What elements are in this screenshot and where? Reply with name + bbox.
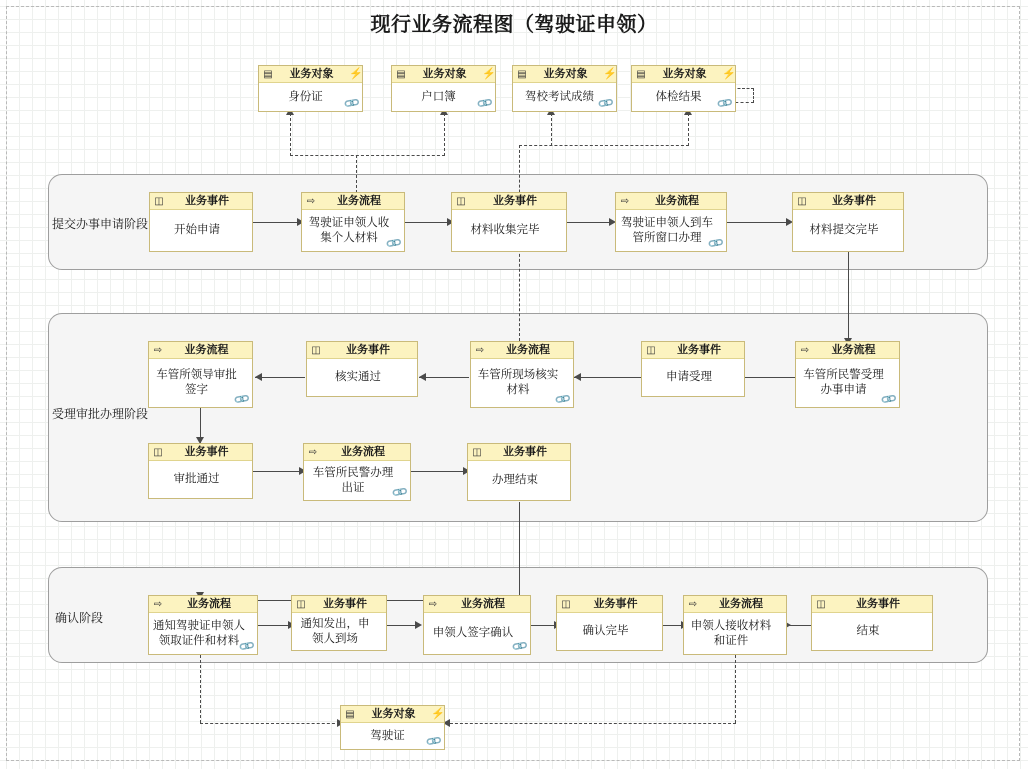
node-label: 车管所民警受理办事申请 [803,369,884,396]
node-header [302,193,404,210]
node-label: 申领人签字确认 [432,627,514,639]
link-icon: 🔗 [390,484,409,502]
dash-to-license [200,723,340,724]
edge-n14-n15 [258,625,291,626]
node-type-label: 业务事件 [677,343,721,356]
dash-n2-up [356,155,357,193]
event-icon: ◫ [311,344,321,356]
node-header [642,342,744,359]
node-type-label: 业务对象 [289,67,334,80]
event-node-materials-collected[interactable] [451,192,567,252]
object-node-driving-school-score[interactable] [512,65,617,112]
node-label: 车管所现场核实材料 [477,369,559,396]
event-node-verification-passed[interactable] [306,341,418,397]
event-icon: ◫ [456,195,466,207]
process-node-notify-applicant-pickup[interactable] [148,595,258,655]
object-node-household-register[interactable] [391,65,496,112]
edge-n1-n2 [252,222,300,223]
node-label: 核实通过 [335,371,381,383]
process-node-officer-accepts-application[interactable] [795,341,900,408]
process-icon: ⇨ [153,598,163,610]
bolt-icon: ⚡ [431,707,445,720]
event-node-end[interactable] [811,595,933,651]
node-type-label: 业务事件 [832,194,876,207]
event-node-start-application[interactable] [149,192,253,252]
node-label: 确认完毕 [582,625,629,637]
bolt-icon: ⚡ [722,67,736,80]
process-node-collect-materials[interactable] [301,192,405,252]
edge-n7-n6 [255,377,305,378]
node-label: 通知发出，申领人到场 [300,617,370,645]
node-label: 体检结果 [655,90,702,103]
link-icon: 🔗 [384,235,403,253]
node-type-label: 业务流程 [461,597,505,610]
process-icon: ⇨ [306,195,316,207]
node-header [150,193,252,210]
link-icon: 🔗 [424,733,443,751]
edge-n3-n4 [567,222,612,223]
bolt-icon: ⚡ [349,67,363,80]
dash-to-o1 [290,113,291,156]
object-node-identity-card[interactable] [258,65,363,112]
process-node-leader-approval-sign[interactable] [148,341,253,408]
node-type-label: 业务事件 [593,597,638,610]
edge-n15-n16-arrow [415,621,422,629]
node-header [452,193,566,210]
node-type-label: 业务流程 [506,343,550,356]
node-header [471,342,573,359]
object-node-medical-result[interactable] [631,65,736,112]
link-icon: 🔗 [475,95,494,113]
bolt-icon: ⚡ [482,67,496,80]
node-label: 户口簿 [421,90,456,103]
process-icon: ⇨ [475,344,485,356]
object-icon: ▤ [345,708,355,720]
node-label: 驾校考试成绩 [525,90,594,103]
node-label: 开始申请 [174,224,220,236]
event-icon: ◫ [154,195,164,207]
dash-license-right [445,723,736,724]
object-icon: ▤ [263,68,273,80]
event-node-notice-sent-applicant-arrived[interactable] [291,595,387,651]
dash-n14-down [200,655,201,723]
link-icon: 🔗 [553,391,572,409]
edge-n2-n3 [405,222,450,223]
node-label: 车管所民警办理出证 [312,466,394,494]
edge-n15-n16 [387,625,418,626]
node-header [616,193,726,210]
node-header [304,444,410,461]
edge-n9-n8 [574,377,641,378]
node-header [392,66,495,83]
process-node-applicant-receives-materials[interactable] [683,595,787,655]
node-header [812,596,932,613]
node-type-label: 业务对象 [371,707,416,720]
event-icon: ◫ [646,344,656,356]
dash-bus-top2 [519,145,689,146]
dash-to-o4 [688,113,689,146]
event-icon: ◫ [797,195,807,207]
object-icon: ▤ [517,68,527,80]
node-label: 通知驾驶证申领人领取证件和材料 [153,619,245,647]
node-header [796,342,899,359]
edge-n11-n12 [252,471,302,472]
node-type-label: 业务对象 [422,67,467,80]
node-label: 审批通过 [173,473,220,485]
node-header [632,66,735,83]
edge-n12-n13 [411,471,466,472]
diagram-title: 现行业务流程图（驾驶证申领） [370,14,658,36]
process-node-onsite-verification[interactable] [470,341,574,408]
dash-bus-top [290,155,445,156]
node-label: 申请受理 [666,371,712,383]
process-icon: ⇨ [800,344,810,356]
node-type-label: 业务对象 [662,67,707,80]
event-icon: ◫ [296,598,306,610]
node-header [793,193,903,210]
process-node-applicant-sign-confirm[interactable] [423,595,531,655]
process-icon: ⇨ [620,195,630,207]
node-label: 结束 [856,625,880,637]
node-type-label: 业务流程 [831,343,876,356]
node-type-label: 业务事件 [185,194,229,207]
node-header [292,596,386,613]
edge-n13-down [519,502,520,600]
edge-n10-n9 [737,377,795,378]
link-icon: 🔗 [237,638,256,656]
node-label: 驾驶证申领人到车管所窗口办理 [621,216,713,244]
node-type-label: 业务事件 [493,194,537,207]
process-node-issue-certificate[interactable] [303,443,411,501]
event-icon: ◫ [816,598,826,610]
node-type-label: 业务事件 [184,445,229,458]
node-header [259,66,362,83]
node-type-label: 业务流程 [187,597,231,610]
node-header [149,342,252,359]
link-icon: 🔗 [510,638,529,656]
dash-n18-down [735,655,736,723]
node-type-label: 业务事件 [346,343,390,356]
node-label: 材料提交完毕 [809,224,879,236]
event-icon: ◫ [472,446,482,458]
node-type-label: 业务流程 [184,343,229,356]
link-icon: 🔗 [596,95,615,113]
lane-2-label: 受理审批办理阶段 [52,407,149,421]
object-icon: ▤ [636,68,646,80]
node-type-label: 业务事件 [323,597,367,610]
link-icon: 🔗 [879,391,898,409]
event-icon: ◫ [153,446,163,458]
event-node-processing-finished[interactable] [467,443,571,501]
event-node-materials-submitted[interactable] [792,192,904,252]
link-icon: 🔗 [342,95,361,113]
node-label: 车管所领导审批签字 [156,369,237,396]
dash-to-o2 [444,113,445,156]
node-type-label: 业务流程 [337,194,381,207]
node-type-label: 业务流程 [719,597,763,610]
dash-o4-top [733,88,754,89]
node-header [341,706,444,723]
event-node-confirmation-done[interactable] [556,595,663,651]
lane-3-label: 确认阶段 [55,611,104,625]
node-header [468,444,570,461]
dash-o4-rightv [753,88,754,103]
edge-n8-n7 [419,377,469,378]
node-label: 身份证 [288,90,323,103]
link-icon: 🔗 [706,235,725,253]
event-node-approval-passed[interactable] [148,443,253,499]
link-icon: 🔗 [232,391,251,409]
lane-1-label: 提交办事申请阶段 [52,217,149,231]
process-icon: ⇨ [308,446,318,458]
node-label: 驾驶证申领人收集个人材料 [308,216,390,244]
node-header [684,596,786,613]
link-icon: 🔗 [715,95,734,113]
edge-n5-n10 [848,252,849,346]
node-type-label: 业务事件 [503,445,547,458]
node-label: 材料收集完毕 [470,224,540,236]
node-label: 驾驶证 [370,729,405,742]
node-header [307,342,417,359]
object-node-driving-license[interactable] [340,705,445,750]
node-header [513,66,616,83]
node-type-label: 业务流程 [341,445,385,458]
dash-to-o3 [551,113,552,146]
process-icon: ⇨ [153,344,163,356]
node-header [557,596,662,613]
event-icon: ◫ [561,598,571,610]
node-header [149,596,257,613]
object-icon: ▤ [396,68,406,80]
node-label: 办理结束 [492,474,538,486]
node-header [149,444,252,461]
edge-n8-n7-arrow [419,373,426,381]
node-type-label: 业务流程 [655,194,699,207]
process-node-visit-vehicle-office[interactable] [615,192,727,252]
bolt-icon: ⚡ [603,67,617,80]
node-type-label: 业务对象 [543,67,588,80]
edge-n4-n5 [727,222,789,223]
node-type-label: 业务事件 [856,597,900,610]
process-icon: ⇨ [428,598,438,610]
edge-n9-n8-arrow [574,373,581,381]
process-icon: ⇨ [688,598,698,610]
edge-n7-n6-arrow [255,373,262,381]
node-header [424,596,530,613]
event-node-application-accepted[interactable] [641,341,745,397]
node-label: 申领人接收材料和证件 [690,619,772,647]
